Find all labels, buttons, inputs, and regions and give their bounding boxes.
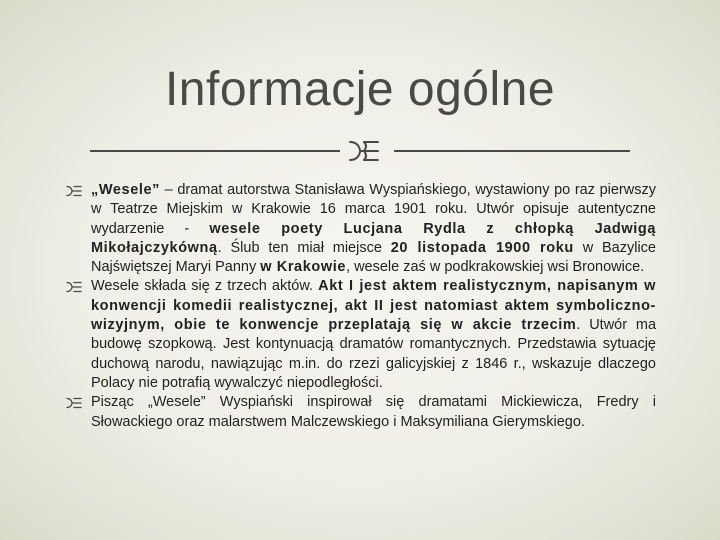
text-segment: , wesele zaś w podkrakowskiej wsi Bronowice. [346, 259, 645, 276]
bullet-text [91, 277, 656, 393]
bold-text-segment: w Krakowie [260, 259, 347, 276]
text-segment: Wesele składa się z trzech aktów. [91, 278, 319, 295]
title-divider [90, 138, 630, 166]
divider-line-left [90, 150, 340, 152]
bold-text-segment: Akt I jest aktem realistycznym, napisanym w konwencji komedii realistycznej, akt II jest natomiast aktem symboliczno-wizyjnym, obie te konwencje przeplatają się w akcie trzecim [91, 278, 656, 334]
bullet-item [64, 181, 656, 277]
bold-text-segment: wesele poety Lucjana Rydla z chłopką Jadwigą Mikołajczykówną [91, 220, 657, 256]
decorative-fleuron-icon [346, 138, 382, 164]
bold-text-segment: „Wesele” [91, 182, 161, 198]
bullet-list [64, 181, 656, 432]
text-segment: . Utwór ma budowę szopkową. Jest kontynuacją dramatów romantycznych. Przedstawia sytuację duchową narodu, nawiązując m.in. do rzezi galicyjskiej z 1846 r., wskazuje dlaczego Polacy nie potrafią wywalczyć niepodległości. [91, 317, 657, 391]
text-segment: Pisząc „Wesele” Wyspiański inspirował się dramatami Mickiewicza, Fredry i Słowackiego oraz malarstwem Malczewskiego i Maksymiliana Gierymskiego. [91, 394, 656, 430]
divider-line-right [394, 150, 630, 152]
text-segment: – dramat autorstwa Stanisława Wyspiańskiego, wystawiony po raz pierwszy w Teatrze Miejskim w Krakowie 16 marca 1901 roku. Utwór opisuje autentyczne wydarzenie - [91, 182, 656, 237]
text-segment: . Ślub ten miał miejsce [217, 239, 391, 256]
bullet-text [91, 393, 656, 432]
bullet-item [64, 393, 656, 432]
fleuron-bullet-icon [66, 185, 82, 197]
fleuron-bullet-icon [66, 397, 82, 409]
slide-title: Informacje ogólne [164, 63, 556, 116]
bullet-text [91, 181, 656, 277]
bullet-item [64, 277, 656, 393]
fleuron-bullet-icon [66, 281, 82, 293]
bold-text-segment: 20 listopada 1900 roku [390, 239, 574, 256]
text-segment: w Bazylice Najświętszej Maryi Panny [91, 239, 656, 276]
